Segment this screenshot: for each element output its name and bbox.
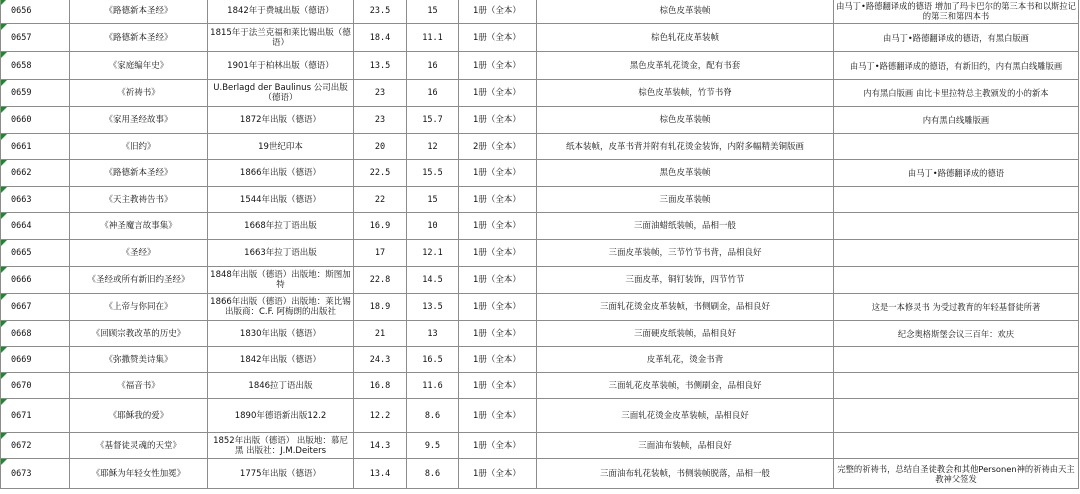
cell-notes <box>834 347 1079 373</box>
cell-publication: 1866年出版（德语） <box>208 160 354 187</box>
cell-binding: 黑色皮革轧花烫金，配有书套 <box>537 52 834 80</box>
cell-notes: 由马丁•路德翻译成的德语，有新旧约，内有黑白线雕版画 <box>834 52 1079 80</box>
table-row <box>1 213 1079 240</box>
cell-width-cm: 12 <box>407 134 459 160</box>
cell-volumes: 1册（全本） <box>459 459 537 489</box>
cell-title: 《祈祷书》 <box>70 80 208 107</box>
cell-title: 《弥撒赞美诗集》 <box>70 347 208 373</box>
cell-height-cm: 22.8 <box>354 267 407 294</box>
cell-item-number: 0660 <box>1 107 70 134</box>
cell-height-cm: 20 <box>354 134 407 160</box>
cell-volumes: 1册（全本） <box>459 240 537 267</box>
cell-item-number: 0659 <box>1 80 70 107</box>
cell-width-cm: 16.5 <box>407 347 459 373</box>
table-row <box>1 459 1079 489</box>
cell-publication: 1852年出版（德语） 出版地：慕尼黑 出版社：J.M.Deiters <box>208 433 354 459</box>
cell-notes: 由马丁•路德翻译成的德语 增加了玛卡巴尔的第三本书和以斯拉记的第三和第四本书 <box>834 0 1079 24</box>
table-row <box>1 24 1079 52</box>
cell-height-cm: 23.5 <box>354 0 407 24</box>
cell-title: 《天主教祷告书》 <box>70 187 208 213</box>
cell-publication: 1866年出版（德语）出版地：莱比锡 出版商：C.F. 阿梅朗的出版社 <box>208 294 354 321</box>
cell-notes <box>834 399 1079 433</box>
cell-item-number: 0666 <box>1 267 70 294</box>
cell-title: 《圣经》 <box>70 240 208 267</box>
cell-binding: 纸本装帧，皮革书背并附有轧花烫金装饰，内附多幅精美铜版画 <box>537 134 834 160</box>
cell-volumes: 1册（全本） <box>459 347 537 373</box>
cell-width-cm: 12.1 <box>407 240 459 267</box>
cell-notes <box>834 267 1079 294</box>
table-row <box>1 347 1079 373</box>
cell-publication: 1842年出版（德语） <box>208 347 354 373</box>
cell-title: 《福音书》 <box>70 373 208 399</box>
cell-width-cm: 15 <box>407 187 459 213</box>
cell-item-number: 0656 <box>1 0 70 24</box>
cell-width-cm: 9.5 <box>407 433 459 459</box>
cell-title: 《回顾宗教改革的历史》 <box>70 321 208 347</box>
cell-width-cm: 11.1 <box>407 24 459 52</box>
cell-binding: 三面油布轧花装帧，书侧装帧脱落，品相一般 <box>537 459 834 489</box>
cell-publication: 1544年出版（德语） <box>208 187 354 213</box>
table-row <box>1 373 1079 399</box>
cell-title: 《基督徒灵魂的天堂》 <box>70 433 208 459</box>
cell-notes: 内有黑白版画 由比卡里拉特总主教颁发的小的新本 <box>834 80 1079 107</box>
catalog-body <box>1 0 1079 489</box>
cell-volumes: 2册（全本） <box>459 134 537 160</box>
cell-height-cm: 13.5 <box>354 52 407 80</box>
cell-publication: 1872年出版（德语） <box>208 107 354 134</box>
cell-title: 《旧约》 <box>70 134 208 160</box>
table-row <box>1 187 1079 213</box>
table-row <box>1 240 1079 267</box>
cell-volumes: 1册（全本） <box>459 321 537 347</box>
cell-publication: 1848年出版（德语）出版地：斯图加特 <box>208 267 354 294</box>
cell-publication: 1775年出版（德语） <box>208 459 354 489</box>
cell-height-cm: 18.4 <box>354 24 407 52</box>
cell-volumes: 1册（全本） <box>459 399 537 433</box>
cell-width-cm: 10 <box>407 213 459 240</box>
cell-binding: 棕色皮革装帧，竹节书脊 <box>537 80 834 107</box>
cell-title: 《圣经或所有新旧约圣经》 <box>70 267 208 294</box>
cell-notes <box>834 240 1079 267</box>
cell-publication: 1815年于法兰克福和莱比锡出版（德语） <box>208 24 354 52</box>
cell-volumes: 1册（全本） <box>459 373 537 399</box>
cell-height-cm: 18.9 <box>354 294 407 321</box>
cell-publication: 1830年出版（德语） <box>208 321 354 347</box>
cell-height-cm: 22 <box>354 187 407 213</box>
cell-title: 《家庭编年史》 <box>70 52 208 80</box>
cell-title: 《神圣魔言故事集》 <box>70 213 208 240</box>
table-row <box>1 107 1079 134</box>
cell-item-number: 0662 <box>1 160 70 187</box>
cell-title: 《路德新本圣经》 <box>70 24 208 52</box>
cell-binding: 棕色轧花皮革装帧 <box>537 24 834 52</box>
cell-publication: 19世纪印本 <box>208 134 354 160</box>
cell-width-cm: 16 <box>407 52 459 80</box>
cell-volumes: 1册（全本） <box>459 294 537 321</box>
cell-binding: 三面皮革装帧，三节竹节书背，品相良好 <box>537 240 834 267</box>
table-row <box>1 321 1079 347</box>
cell-width-cm: 15.5 <box>407 160 459 187</box>
cell-notes: 由马丁•路德翻译成的德语 <box>834 160 1079 187</box>
table-row <box>1 399 1079 433</box>
cell-height-cm: 17 <box>354 240 407 267</box>
cell-publication: 1842年于费城出版（德语） <box>208 0 354 24</box>
cell-title: 《耶稣为年轻女性加冕》 <box>70 459 208 489</box>
cell-item-number: 0669 <box>1 347 70 373</box>
cell-width-cm: 15.7 <box>407 107 459 134</box>
cell-binding: 棕色皮革装帧 <box>537 0 834 24</box>
cell-width-cm: 13.5 <box>407 294 459 321</box>
cell-item-number: 0657 <box>1 24 70 52</box>
cell-item-number: 0671 <box>1 399 70 433</box>
cell-height-cm: 16.9 <box>354 213 407 240</box>
cell-notes <box>834 134 1079 160</box>
table-row <box>1 294 1079 321</box>
cell-height-cm: 16.8 <box>354 373 407 399</box>
cell-width-cm: 16 <box>407 80 459 107</box>
cell-title: 《上帝与你同在》 <box>70 294 208 321</box>
cell-notes: 内有黑白线雕版画 <box>834 107 1079 134</box>
cell-volumes: 1册（全本） <box>459 433 537 459</box>
cell-volumes: 1册（全本） <box>459 107 537 134</box>
cell-title: 《路德新本圣经》 <box>70 0 208 24</box>
cell-notes <box>834 433 1079 459</box>
cell-height-cm: 23 <box>354 107 407 134</box>
cell-volumes: 1册（全本） <box>459 24 537 52</box>
cell-binding: 三面油蜡纸装帧，品相一般 <box>537 213 834 240</box>
cell-binding: 三面轧花烫金皮革装帧，书侧刷金，品相良好 <box>537 294 834 321</box>
cell-notes <box>834 373 1079 399</box>
table-row <box>1 52 1079 80</box>
cell-volumes: 1册（全本） <box>459 0 537 24</box>
cell-height-cm: 13.4 <box>354 459 407 489</box>
cell-publication: 1668年拉丁语出版 <box>208 213 354 240</box>
cell-publication: 1890年德语新出版12.2 <box>208 399 354 433</box>
cell-item-number: 0673 <box>1 459 70 489</box>
cell-binding: 三面油布装帧，品相良好 <box>537 433 834 459</box>
cell-title: 《路德新本圣经》 <box>70 160 208 187</box>
cell-notes: 纪念奥格斯堡会议三百年：欢庆 <box>834 321 1079 347</box>
cell-binding: 三面硬皮纸装帧，品相良好 <box>537 321 834 347</box>
cell-width-cm: 11.6 <box>407 373 459 399</box>
cell-volumes: 1册（全本） <box>459 267 537 294</box>
cell-binding: 三面皮革装帧 <box>537 187 834 213</box>
cell-width-cm: 8.6 <box>407 399 459 433</box>
cell-item-number: 0668 <box>1 321 70 347</box>
cell-binding: 皮革轧花，烫金书背 <box>537 347 834 373</box>
cell-height-cm: 23 <box>354 80 407 107</box>
cell-publication: U.Berlagd der Baulinus 公司出版（德语） <box>208 80 354 107</box>
cell-binding: 三面皮革，铜钉装饰，四节竹节 <box>537 267 834 294</box>
cell-height-cm: 24.3 <box>354 347 407 373</box>
cell-binding: 三面轧花烫金皮革装帧，品相良好 <box>537 399 834 433</box>
cell-publication: 1846拉丁语出版 <box>208 373 354 399</box>
cell-notes <box>834 213 1079 240</box>
cell-item-number: 0670 <box>1 373 70 399</box>
cell-notes: 这是一本修灵书 为受过教育的年轻基督徒所著 <box>834 294 1079 321</box>
table-row <box>1 433 1079 459</box>
cell-height-cm: 14.3 <box>354 433 407 459</box>
cell-width-cm: 13 <box>407 321 459 347</box>
cell-volumes: 1册（全本） <box>459 160 537 187</box>
table-row <box>1 134 1079 160</box>
cell-volumes: 1册（全本） <box>459 52 537 80</box>
cell-item-number: 0667 <box>1 294 70 321</box>
cell-item-number: 0672 <box>1 433 70 459</box>
cell-item-number: 0661 <box>1 134 70 160</box>
cell-height-cm: 12.2 <box>354 399 407 433</box>
table-row <box>1 0 1079 24</box>
cell-item-number: 0665 <box>1 240 70 267</box>
cell-publication: 1901年于柏林出版（德语） <box>208 52 354 80</box>
cell-height-cm: 22.5 <box>354 160 407 187</box>
cell-width-cm: 15 <box>407 0 459 24</box>
cell-item-number: 0664 <box>1 213 70 240</box>
cell-title: 《耶稣我的爱》 <box>70 399 208 433</box>
cell-notes: 由马丁•路德翻译成的德语，有黑白版画 <box>834 24 1079 52</box>
cell-title: 《家用圣经故事》 <box>70 107 208 134</box>
cell-binding: 棕色皮革装帧 <box>537 107 834 134</box>
cell-volumes: 1册（全本） <box>459 213 537 240</box>
cell-binding: 黑色皮革装帧 <box>537 160 834 187</box>
cell-item-number: 0658 <box>1 52 70 80</box>
cell-height-cm: 21 <box>354 321 407 347</box>
table-row <box>1 267 1079 294</box>
cell-notes <box>834 187 1079 213</box>
cell-width-cm: 14.5 <box>407 267 459 294</box>
cell-binding: 三面轧花皮革装帧，书侧刷金，品相良好 <box>537 373 834 399</box>
table-row <box>1 160 1079 187</box>
cell-publication: 1663年拉丁语出版 <box>208 240 354 267</box>
cell-volumes: 1册（全本） <box>459 187 537 213</box>
cell-item-number: 0663 <box>1 187 70 213</box>
table-row <box>1 80 1079 107</box>
cell-volumes: 1册（全本） <box>459 80 537 107</box>
cell-notes: 完整的祈祷书，总结自圣徒教会和其他Personen神的祈祷由天主教神父签发 <box>834 459 1079 489</box>
cell-width-cm: 8.6 <box>407 459 459 489</box>
